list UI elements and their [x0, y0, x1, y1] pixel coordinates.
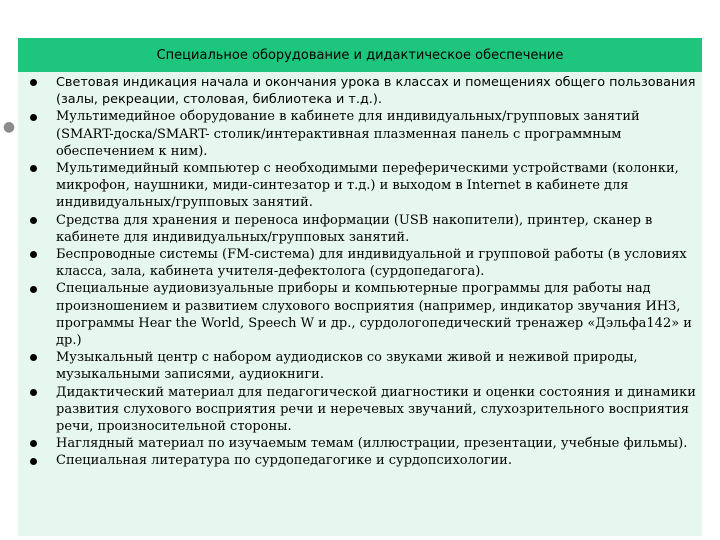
bullet-icon	[20, 108, 46, 125]
bullet-icon	[20, 74, 46, 91]
list-item	[20, 74, 700, 108]
list-item-text: Световая индикация начала и окончания урока в классах и помещениях общего пользования (залы, рекреации, столовая, библиотека и т.д.).	[56, 75, 696, 108]
list-item-text: Специальная литература по сурдопедагогике и сурдопсихологии.	[56, 453, 512, 469]
equipment-list	[20, 74, 700, 470]
slide-marker-icon: ●	[2, 119, 16, 135]
bullet-icon	[20, 435, 46, 452]
list-item-text: Мультимедийное оборудование в кабинете для индивидуальных/групповых занятий (SMART-доска/SMART- столик/интерактивная плазменная панель с программным обеспечением к ним).	[56, 109, 640, 159]
list-item	[20, 246, 700, 280]
list-item	[20, 435, 700, 452]
list-item-text: Специальные аудиовизуальные приборы и компьютерные программы для работы над произношением и развитием слухового восприятия (например, индикатор звучания ИНЗ, программы Hear the World, Speech W и др., сурдологопедический тренажер «Дэльфа142» и др.)	[56, 281, 692, 349]
bullet-icon	[20, 452, 46, 469]
bullet-icon	[20, 160, 46, 177]
list-item	[20, 349, 700, 383]
list-item	[20, 212, 700, 246]
bullet-icon	[20, 246, 46, 263]
bullet-icon	[20, 384, 46, 401]
list-item-text: Музыкальный центр с набором аудиодисков со звуками живой и неживой природы, музыкальными записями, аудиокниги.	[56, 350, 638, 383]
bullet-icon	[20, 349, 46, 366]
list-item	[20, 280, 700, 349]
list-item	[20, 160, 700, 212]
bullet-icon	[20, 212, 46, 229]
list-item-text: Беспроводные системы (FM-система) для индивидуальной и групповой работы (в условиях класса, зала, кабинета учителя-дефектолога (сурдопедагога).	[56, 247, 687, 280]
list-item-text: Дидактический материал для педагогической диагностики и оценки состояния и динамики развития слухового восприятия речи и неречевых звучаний, слухозрительного восприятия речи, произносительной стороны.	[56, 384, 696, 435]
list-item-text: Средства для хранения и переноса информации (USB накопители), принтер, сканер в кабинете для индивидуальных/групповых занятий.	[56, 212, 653, 245]
list-item-text: Мультимедийный компьютер с необходимыми переферическими устройствами (колонки, микрофон, наушники, миди-синтезатор и т.д.) и выходом в Internet в кабинете для индивидуальных/групповых занятий.	[56, 161, 679, 211]
list-item	[20, 384, 700, 436]
list-item	[20, 108, 700, 160]
list-item-text: Наглядный материал по изучаемым темам (иллюстрации, презентации, учебные фильмы).	[56, 436, 688, 452]
page-title: Специальное оборудование и дидактическое обеспечение	[18, 38, 702, 72]
list-item	[20, 452, 700, 469]
bullet-icon	[20, 280, 46, 297]
